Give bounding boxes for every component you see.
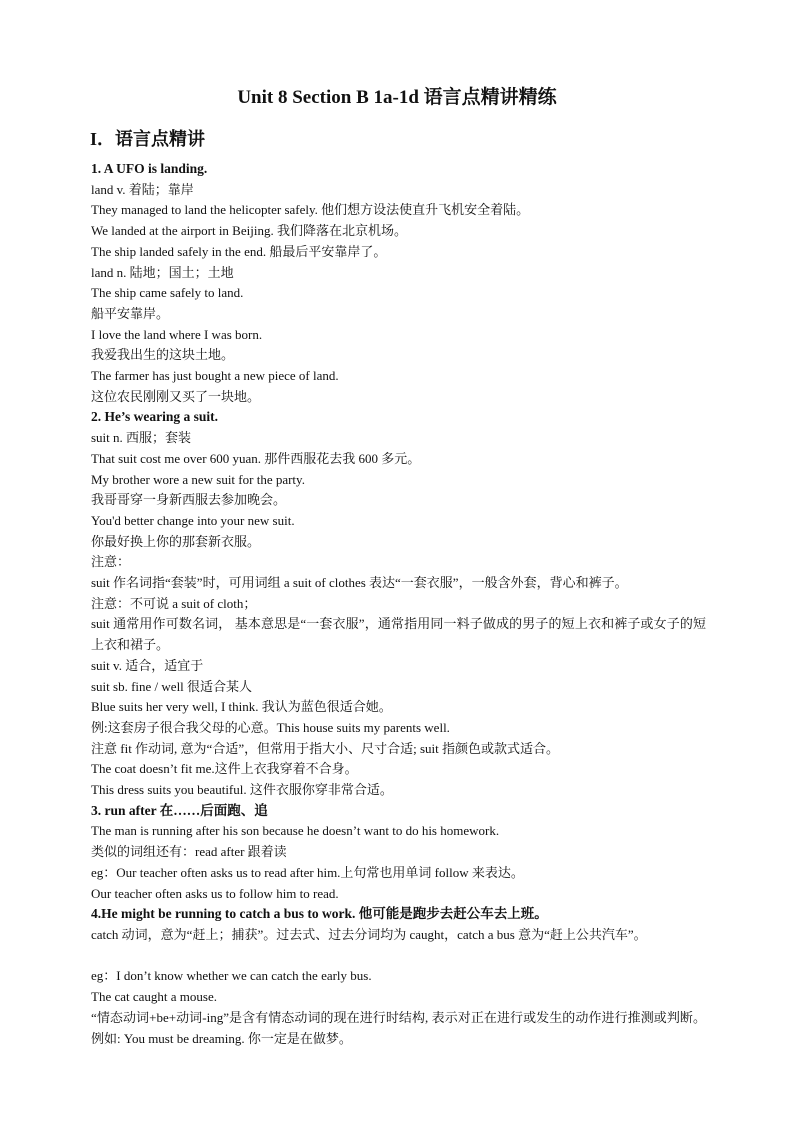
- text-line: We landed at the airport in Beijing. 我们降落在北京机场。: [91, 223, 407, 239]
- text-line: 船平安靠岸。: [91, 305, 170, 321]
- point-heading: 1. A UFO is landing.: [91, 161, 208, 176]
- text-line: catch 动词，意为“赶上；捕获”。过去式、过去分词均为 caught，catch a bus 意为“赶上公共汽车”。: [91, 927, 647, 942]
- text-line: The man is running after his son because he doesn’t want to do his homework.: [91, 823, 500, 839]
- text-line: They managed to land the helicopter safely. 他们想方设法使直升飞机安全着陆。: [91, 202, 530, 218]
- text-line: 注意 fit 作动词, 意为“合适”，但常用于指大小、尺寸合适; suit 指颜色或款式适合。: [91, 740, 559, 756]
- text-line: 这位农民刚刚又买了一块地。: [91, 388, 261, 404]
- document-body: [91, 159, 706, 1049]
- text-line: The coat doesn’t fit me.这件上衣我穿着不合身。: [91, 761, 358, 777]
- section-heading: I．语言点精讲: [90, 129, 206, 149]
- text-line: You'd better change into your new suit.: [91, 512, 295, 528]
- text-line: 例:这套房子很合我父母的心意。This house suits my parents well.: [91, 719, 450, 735]
- point-heading: 3. run after 在……后面跑、追: [91, 802, 268, 818]
- text-line: That suit cost me over 600 yuan. 那件西服花去我 600 多元。: [91, 450, 421, 466]
- text-line: 你最好换上你的那套新衣服。: [91, 533, 261, 549]
- text-line: The farmer has just bought a new piece of land.: [91, 368, 339, 384]
- text-line: 我哥哥穿一身新西服去参加晚会。: [91, 492, 287, 508]
- text-line: suit 通常用作可数名词， 基本意思是“一套衣服”，通常指用同一料子做成的男子的短上衣和裤子或女子的短上衣和裙子。: [91, 616, 706, 653]
- text-line: suit sb. fine / well 很适合某人: [91, 678, 253, 694]
- text-line: 注意：: [91, 554, 131, 570]
- text-line: eg：I don’t know whether we can catch the early bus.: [91, 968, 372, 984]
- page-title: Unit 8 Section B 1a-1d 语言点精讲精练: [237, 87, 557, 108]
- text-line: Blue suits her very well, I think. 我认为蓝色很适合她。: [91, 699, 392, 715]
- point-heading: 4.He might be running to catch a bus to work. 他可能是跑步去赶公车去上班。: [91, 906, 548, 922]
- text-line: eg：Our teacher often asks us to read after him.上句常也用单词 follow 来表达。: [91, 864, 524, 880]
- text-line: 我爱我出生的这块土地。: [91, 347, 235, 363]
- text-line: The ship came safely to land.: [91, 285, 244, 301]
- text-line: “情态动词+be+动词-ing”是含有情态动词的现在进行时结构, 表示对正在进行或发生的动作进行推测或判断。例如: You must be dreaming. 你一定是在做梦。: [91, 1009, 706, 1046]
- text-line: This dress suits you beautiful. 这件衣服你穿非常合适。: [91, 782, 393, 798]
- text-line: The cat caught a mouse.: [91, 989, 217, 1005]
- text-line: 类似的词组还有：read after 跟着读: [91, 844, 287, 860]
- text-line: land v. 着陆；靠岸: [91, 181, 194, 197]
- text-line: suit 作名词指“套装”时，可用词组 a suit of clothes 表达“一套衣服”，一般含外套，背心和裤子。: [91, 575, 628, 591]
- text-line: The ship landed safely in the end. 船最后平安靠岸了。: [91, 243, 387, 259]
- text-line: 注意：不可说 a suit of cloth；: [91, 595, 257, 611]
- point-heading: 2. He’s wearing a suit.: [91, 409, 218, 425]
- text-line: land n. 陆地；国土；土地: [91, 264, 234, 280]
- text-line: suit n. 西服；套装: [91, 430, 192, 446]
- text-line: I love the land where I was born.: [91, 326, 263, 342]
- text-line: My brother wore a new suit for the party.: [91, 471, 305, 487]
- text-line: suit v. 适合，适宜于: [91, 657, 204, 673]
- text-line: Our teacher often asks us to follow him to read.: [91, 885, 339, 901]
